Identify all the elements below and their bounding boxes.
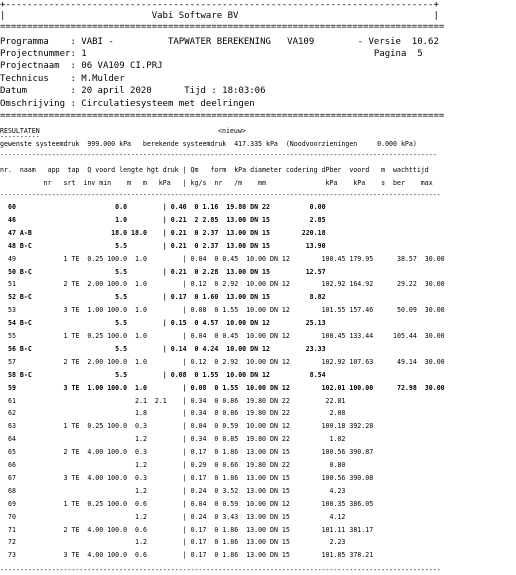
pressure-summary: gewenste systeemdruk 999.000 kPa berekende systeemdruk 417.335 kPa (Noodvoorzieningen 0.000 kPa) xyxy=(0,140,417,148)
table-row: 62 1.8 | 0.34 0 0.86 19.80 DN 22 2.08 xyxy=(4,409,346,418)
table-row: 66 1.2 | 0.29 0 0.66 19.80 DN 22 0.80 xyxy=(4,461,346,469)
header-top-rule: +-------------------------------------------------------------------------------+ xyxy=(0,0,439,10)
table-row: 58 B-C 5.5 | 0.08 0 1.55 10.00 DN 12 8.54 xyxy=(4,370,326,379)
results-rule: -------------------------------------------------------------------------------------------------------------- xyxy=(0,151,437,159)
info-projectnummer: Projectnummer: 1 Pagina 5 xyxy=(0,49,423,59)
table-row: 57 2 TE 2.00 100.0 1.0 | 0.12 0 2.92 10.00 DN 12 102.92 107.63 49.14 30.00 xyxy=(4,357,445,366)
table-row: 64 1.2 | 0.34 0 0.85 19.80 DN 22 1.02 xyxy=(4,435,346,444)
table-row: 60 0.0 | 0.40 0 1.16 19.80 DN 22 0.00 xyxy=(4,203,326,211)
table-bottom-rule: --------------------------------------------------------------------------------------------------------------- xyxy=(0,566,441,574)
table-row: 50 B-C 5.5 | 0.21 0 2.28 13.00 DN 15 12.57 xyxy=(4,267,326,276)
results-title: RESULTATEN xyxy=(0,127,40,135)
header-equals-rule: ================================================================================== xyxy=(0,22,445,32)
table-row: 67 3 TE 4.00 100.0 0.3 | 0.17 0 1.86 13.00 DN 15 100.56 390.08 xyxy=(4,473,374,482)
table-row: 69 1 TE 0.25 100.0 0.6 | 0.04 0 0.59 10.00 DN 12 100.35 386.05 xyxy=(4,499,374,508)
table-row: 73 3 TE 4.00 100.0 0.6 | 0.17 0 1.86 13.00 DN 15 101.85 378.21 xyxy=(4,551,374,560)
table-row: 49 1 TE 0.25 100.0 1.0 | 0.04 0 0.45 10.00 DN 12 100.45 179.95 38.57 30.00 xyxy=(4,254,445,263)
table-row: 51 2 TE 2.00 100.0 1.0 | 0.12 0 2.92 10.00 DN 12 102.92 164.92 29.22 30.00 xyxy=(4,280,445,289)
table-header-row-2: nr srt inv min m m kPa | kg/s nr /m mm kPa kPa s ber max xyxy=(0,179,433,187)
table-row: 54 B-C 5.5 | 0.15 0 4.57 10.00 DN 12 25.13 xyxy=(4,319,326,328)
table-row: 70 1.2 | 0.24 0 3.43 13.00 DN 15 4.12 xyxy=(4,512,346,521)
table-header-rule: --------------------------------------------------------------------------------------------------------------- xyxy=(0,191,441,199)
table-row: 72 1.2 | 0.17 0 1.86 13.00 DN 15 2.23 xyxy=(4,538,346,547)
table-row: 71 2 TE 4.00 100.0 0.6 | 0.17 0 1.86 13.00 DN 15 101.11 381.17 xyxy=(4,525,374,534)
nieuw-marker: <nieuw> xyxy=(218,127,246,135)
info-technicus: Technicus : M.Mulder xyxy=(0,74,125,84)
info-projectnaam: Projectnaam : 06 VA109 CI.PRJ xyxy=(0,61,163,71)
table-header-row-1: nr. naam app tap Q voord lengte hgt druk | Qm form kPa diameter codering dPber voord m wachttijd xyxy=(0,166,429,174)
table-row: 59 3 TE 1.00 100.0 1.0 | 0.08 0 1.55 10.00 DN 12 102.01 100.00 72.98 30.00 xyxy=(4,383,445,392)
table-row: 56 B-C 5.5 | 0.14 0 4.24 10.00 DN 12 23.33 xyxy=(4,344,326,353)
table-row: 55 1 TE 0.25 100.0 1.0 | 0.04 0 0.45 10.00 DN 12 100.45 133.44 105.44 30.00 xyxy=(4,332,445,340)
table-row: 46 1.0 | 0.21 2 2.85 13.00 DN 15 2.85 xyxy=(4,215,326,224)
section-separator: ================================================================================== xyxy=(0,111,445,121)
info-programma: Programma : VABI - TAPWATER BEREKENING VA109 - Versie 10.62 xyxy=(0,37,439,47)
info-datum: Datum : 20 april 2020 Tijd : 18:03:06 xyxy=(0,86,266,96)
table-row: 63 1 TE 0.25 100.0 0.3 | 0.04 0 0.59 10.00 DN 12 100.18 392.28 xyxy=(4,422,374,431)
table-row: 52 B-C 5.5 | 0.17 0 1.60 13.00 DN 15 8.82 xyxy=(4,293,326,302)
table-row: 68 1.2 | 0.24 0 3.52 13.00 DN 15 4.23 xyxy=(4,486,346,495)
table-row: 53 3 TE 1.00 100.0 1.0 | 0.08 0 1.55 10.00 DN 12 101.55 157.46 50.09 30.00 xyxy=(4,306,445,315)
table-row: 48 B-C 5.5 | 0.21 0 2.37 13.00 DN 15 13.90 xyxy=(4,241,326,250)
info-omschrijving: Omschrijving : Circulatiesysteem met deelringen xyxy=(0,99,255,109)
table-row: 61 2.1 2.1 | 0.34 0 0.86 19.80 DN 22 22.81 xyxy=(4,396,346,405)
table-row: 65 2 TE 4.00 100.0 0.3 | 0.17 0 1.86 13.00 DN 15 100.56 390.87 xyxy=(4,448,374,457)
table-row: 47 A-B 18.0 18.0 | 0.21 0 2.37 13.00 DN 15 220.18 xyxy=(4,228,326,237)
results-title-underline: ---------- xyxy=(0,133,40,141)
company-name: | Vabi Software BV | xyxy=(0,11,439,21)
